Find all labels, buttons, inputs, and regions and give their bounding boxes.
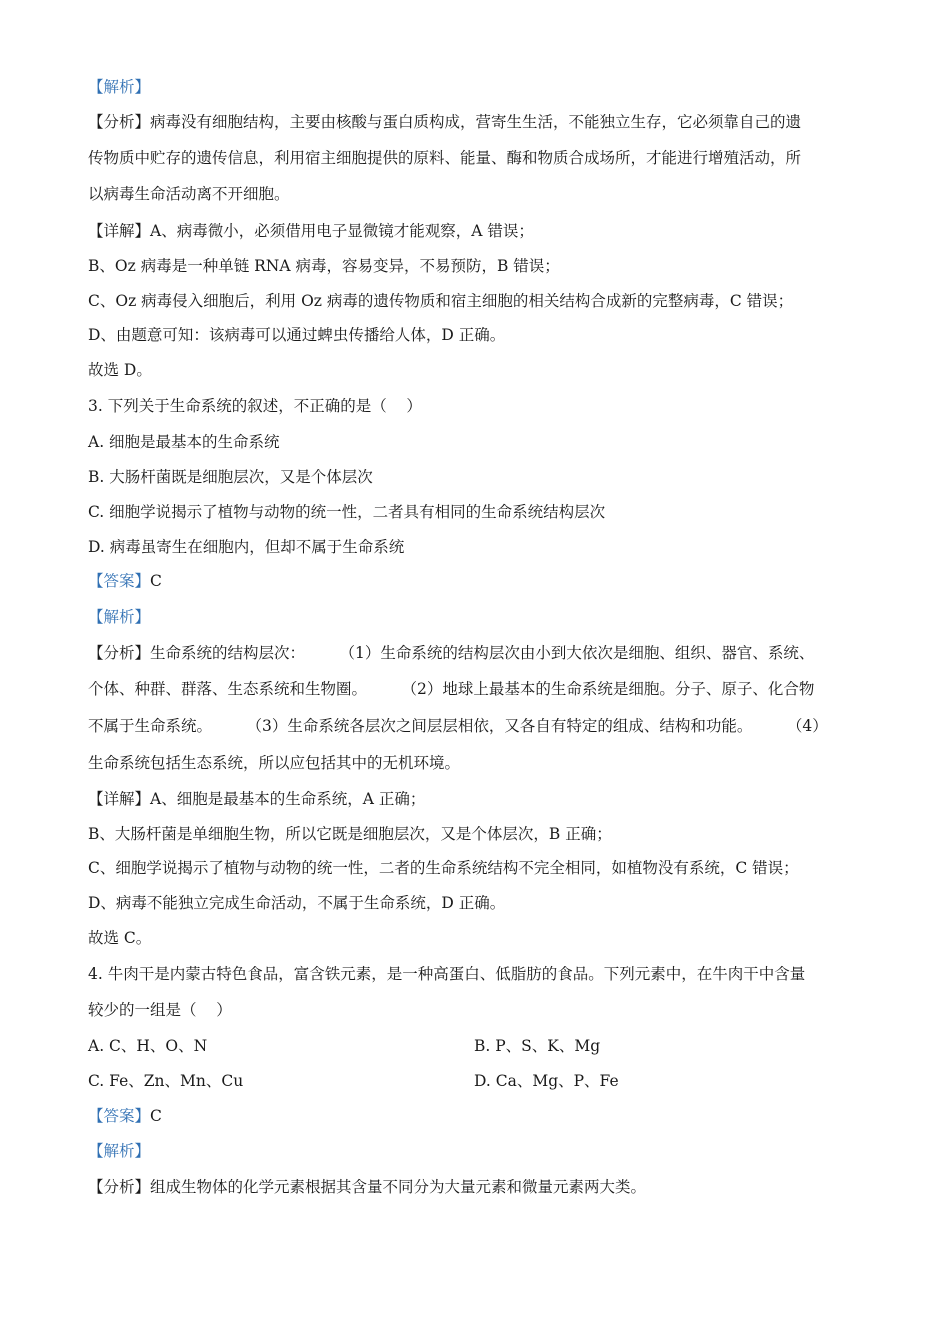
q2-conclusion: 故选 D。 bbox=[88, 361, 152, 379]
q3-option-b: B. 大肠杆菌既是细胞层次，又是个体层次 bbox=[88, 468, 373, 486]
q3-option-d: D. 病毒虽寄生在细胞内，但却不属于生命系统 bbox=[88, 538, 405, 556]
q3-jiexi-label: 【解析】 bbox=[88, 608, 151, 626]
q3-conclusion: 故选 C。 bbox=[88, 929, 152, 947]
q3-detail-c: C、细胞学说揭示了植物与动物的统一性，二者的生命系统结构不完全相同，如植物没有系统，C 错误； bbox=[88, 859, 799, 877]
fenxi-tag: 【分析】 bbox=[88, 113, 151, 131]
q2-analysis-line-3: 以病毒生命活动离不开细胞。 bbox=[88, 185, 290, 203]
xiangjie-tag: 【详解】 bbox=[88, 222, 151, 240]
q3-option-a: A. 细胞是最基本的生命系统 bbox=[88, 433, 280, 451]
q4-answer: C bbox=[150, 1107, 162, 1125]
q2-detail-a: 【详解】A、病毒微小，必须借用电子显微镜才能观察，A 错误； bbox=[88, 222, 534, 240]
q3-stem: 3. 下列关于生命系统的叙述，不正确的是（ ） bbox=[88, 397, 422, 415]
section-label-jiexi: 【解析】 bbox=[88, 78, 151, 96]
q4-stem-line-1: 4. 牛肉干是内蒙古特色食品，富含铁元素，是一种高蛋白、低脂肪的食品。下列元素中，在牛肉干中含量 bbox=[88, 965, 806, 983]
fenxi-tag: 【分析】 bbox=[88, 1178, 151, 1196]
q4-option-b: B. P、S、K、Mg bbox=[474, 1037, 601, 1055]
q3-analysis-line-2: 个体、种群、群落、生态系统和生物圈。 （2）地球上最基本的生命系统是细胞。分子、原子、化合物 bbox=[88, 680, 815, 698]
q3-detail-d: D、病毒不能独立完成生命活动，不属于生命系统，D 正确。 bbox=[88, 894, 506, 912]
q2-analysis-line-1: 【分析】病毒没有细胞结构，主要由核酸与蛋白质构成，营寄生生活，不能独立生存，它必须靠自己的遗 bbox=[88, 113, 802, 131]
q2-detail-c: C、Oz 病毒侵入细胞后，利用 Oz 病毒的遗传物质和宿主细胞的相关结构合成新的完整病毒，C 错误； bbox=[88, 292, 794, 310]
q3-analysis-line-1: 【分析】生命系统的结构层次： （1）生命系统的结构层次由小到大依次是细胞、组织、器官、系统、 bbox=[88, 644, 815, 662]
xiangjie-tag: 【详解】 bbox=[88, 790, 151, 808]
answer-tag: 【答案】 bbox=[88, 572, 151, 590]
q2-detail-b: B、Oz 病毒是一种单链 RNA 病毒，容易变异，不易预防，B 错误； bbox=[88, 257, 560, 275]
q2-detail-d: D、由题意可知：该病毒可以通过蜱虫传播给人体，D 正确。 bbox=[88, 326, 506, 344]
q3-answer-line bbox=[88, 571, 868, 591]
q4-option-d: D. Ca、Mg、P、Fe bbox=[474, 1072, 619, 1090]
answer-tag: 【答案】 bbox=[88, 1107, 151, 1125]
q3-detail-a: 【详解】A、细胞是最基本的生命系统，A 正确； bbox=[88, 790, 426, 808]
q3-answer: C bbox=[150, 572, 162, 590]
q3-option-c: C. 细胞学说揭示了植物与动物的统一性，二者具有相同的生命系统结构层次 bbox=[88, 503, 606, 521]
q4-jiexi-label: 【解析】 bbox=[88, 1142, 151, 1160]
fenxi-tag: 【分析】 bbox=[88, 644, 151, 662]
q4-analysis-line-1: 【分析】组成生物体的化学元素根据其含量不同分为大量元素和微量元素两大类。 bbox=[88, 1178, 647, 1196]
q3-detail-b: B、大肠杆菌是单细胞生物，所以它既是细胞层次，又是个体层次，B 正确； bbox=[88, 825, 612, 843]
q4-option-a: A. C、H、O、N bbox=[88, 1037, 208, 1055]
q3-analysis-line-4: 生命系统包括生态系统，所以应包括其中的无机环境。 bbox=[88, 754, 461, 772]
q4-answer-line bbox=[88, 1106, 868, 1126]
q4-option-c: C. Fe、Zn、Mn、Cu bbox=[88, 1072, 244, 1090]
q4-stem-line-2: 较少的一组是（ ） bbox=[88, 1001, 232, 1019]
q2-analysis-line-2: 传物质中贮存的遗传信息，利用宿主细胞提供的原料、能量、酶和物质合成场所，才能进行增殖活动，所 bbox=[88, 149, 802, 167]
q3-analysis-line-3: 不属于生命系统。 （3）生命系统各层次之间层层相依，又各自有特定的组成、结构和功能。 （4） bbox=[88, 717, 828, 735]
